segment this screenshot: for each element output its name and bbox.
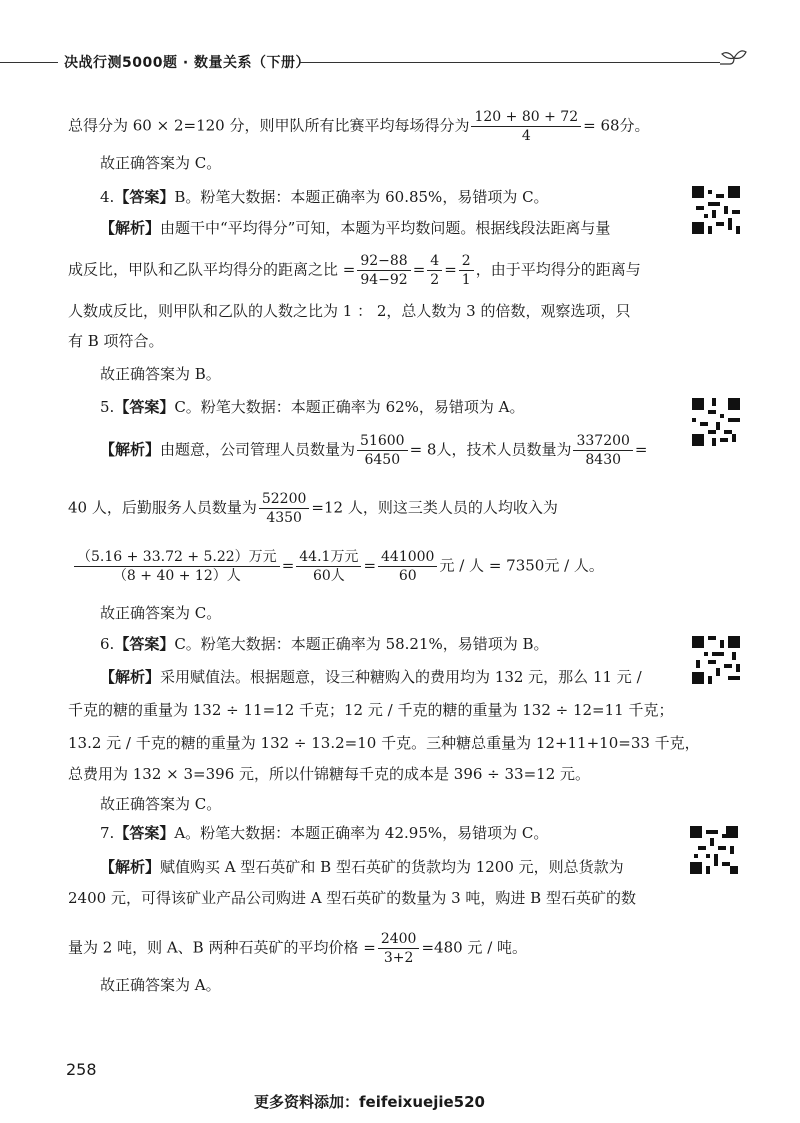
conclusion: 故正确答案为 C。 [100, 795, 222, 813]
answer-text: A。粉笔大数据：本题正确率为 42.95%，易错项为 C。 [174, 824, 549, 842]
text-line [100, 856, 624, 878]
conclusion: 故正确答案为 C。 [100, 604, 222, 622]
text-line [100, 432, 648, 469]
question-number: 7. [100, 824, 115, 842]
numerator: 44.1万元 [296, 548, 361, 567]
analysis-label: 【解析】 [100, 440, 161, 459]
text: = [281, 556, 295, 575]
fraction [427, 252, 442, 289]
text: = [363, 556, 377, 575]
answer-line [100, 396, 525, 418]
answer-label: 【答案】 [114, 398, 175, 416]
numerator: （5.16 + 33.72 + 5.22）万元 [74, 548, 280, 567]
fraction [471, 108, 581, 145]
text-line [72, 548, 604, 585]
fraction [357, 432, 408, 469]
answer-line [100, 186, 549, 208]
conclusion: 故正确答案为 A。 [100, 976, 221, 994]
text-line: 2400 元，可得该矿业产品公司购进 A 型石英矿的数量为 3 吨，购进 B 型石英矿的数 [68, 889, 636, 907]
numerator: 441000 [378, 548, 437, 567]
footer-note: 更多资料添加：feifeixuejie520 [254, 1093, 485, 1111]
text-line: 千克的糖的重量为 132 ÷ 11=12 千克；12 元 / 千克的糖的重量为 132 ÷ 12=11 千克； [68, 701, 674, 719]
text: = 68分。 [583, 116, 650, 135]
answer-text: C。粉笔大数据：本题正确率为 62%，易错项为 A。 [174, 398, 525, 416]
numerator: 337200 [573, 432, 632, 451]
text: ，由于平均得分的距离与 [475, 260, 641, 279]
question-number: 6. [100, 635, 115, 653]
text: 元 / 人 = 7350元 / 人。 [439, 556, 604, 575]
fraction [296, 548, 361, 585]
analysis-label: 【解析】 [100, 858, 161, 876]
fraction [378, 930, 420, 967]
text-line [68, 930, 527, 967]
denominator: 3+2 [383, 950, 414, 966]
numerator: 51600 [357, 432, 408, 451]
qr-code-icon[interactable] [692, 186, 740, 234]
text-line: 人数成反比，则甲队和乙队的人数之比为 1 ： 2，总人数为 3 的倍数，观察选项，只 [68, 302, 631, 320]
denominator: 1 [461, 272, 471, 288]
numerator: 2400 [378, 930, 420, 949]
fraction [378, 548, 437, 585]
denominator: （8 + 40 + 12）人 [112, 568, 241, 584]
numerator: 2 [459, 252, 474, 271]
text-line [100, 217, 610, 239]
qr-code-icon[interactable] [690, 826, 738, 874]
text: 成反比，甲队和乙队平均得分的距离之比 = [68, 260, 356, 279]
answer-line [100, 633, 549, 655]
answer-label: 【答案】 [114, 188, 175, 206]
numerator: 52200 [259, 490, 310, 509]
answer-text: C。粉笔大数据：本题正确率为 58.21%，易错项为 B。 [174, 635, 549, 653]
numerator: 92−88 [357, 252, 410, 271]
analysis-label: 【解析】 [100, 219, 161, 237]
page-number: 258 [66, 1060, 97, 1079]
denominator: 4350 [266, 510, 302, 526]
text: = 8人，技术人员数量为 [409, 440, 572, 459]
qr-code-icon[interactable] [692, 398, 740, 446]
text: 由题干中“平均得分”可知，本题为平均数问题。根据线段法距离与量 [160, 219, 611, 237]
denominator: 6450 [364, 452, 401, 468]
fraction [259, 490, 310, 527]
fraction [573, 432, 632, 469]
numerator: 120 + 80 + 72 [471, 108, 581, 127]
text: =480 元 / 吨。 [421, 938, 528, 957]
text-line: 总费用为 132 × 3=396 元，所以什锦糖每千克的成本是 396 ÷ 33=12 元。 [68, 765, 591, 783]
fraction [357, 252, 410, 289]
text-line: 成反比，甲队和乙队平均得分的距离之比 = $\frac{92-88}{94-92}$ = $\frac{4}{2}$ = $\frac{2}{1}$ ，由于平均得分的距离与 [68, 253, 641, 288]
analysis-label: 【解析】 [100, 668, 161, 686]
denominator: 60 [398, 568, 417, 584]
text-line: 13.2 元 / 千克的糖的重量为 132 ÷ 13.2=10 千克。三种糖总重量为 12+11+10=33 千克， [68, 734, 700, 752]
text: 采用赋值法。根据题意，设三种糖购入的费用均为 132 元，那么 11 元 / [160, 668, 642, 686]
answer-label: 【答案】 [114, 635, 175, 653]
text-line: 有 B 项符合。 [68, 332, 164, 350]
text: 总得分为 60 × 2=120 分，则甲队所有比赛平均每场得分为 [68, 116, 470, 135]
answer-label: 【答案】 [114, 824, 175, 842]
book-title: 决战行测5000题 · 数量关系（下册） [64, 55, 311, 71]
denominator: 2 [430, 272, 440, 288]
text: 赋值购买 A 型石英矿和 B 型石英矿的货款均为 1200 元，则总货款为 [160, 858, 624, 876]
fraction [459, 252, 474, 289]
text-line [68, 490, 558, 527]
text: = [634, 440, 648, 459]
text: 量为 2 吨，则 A、B 两种石英矿的平均价格 = [68, 938, 376, 957]
answer-text: B。粉笔大数据：本题正确率为 60.85%，易错项为 C。 [174, 188, 549, 206]
fraction [74, 548, 280, 585]
text: =12 人，则这三类人员的人均收入为 [311, 498, 558, 517]
conclusion: 故正确答案为 B。 [100, 365, 221, 383]
text: 由题意，公司管理人员数量为 [160, 440, 356, 459]
text-line [68, 108, 650, 145]
qr-code-icon[interactable] [692, 636, 740, 684]
denominator: 8430 [585, 452, 622, 468]
answer-line [100, 822, 548, 844]
conclusion: 故正确答案为 C。 [100, 154, 222, 172]
text: 40 人，后勤服务人员数量为 [68, 498, 257, 517]
question-number: 5. [100, 398, 115, 416]
numerator: 4 [427, 252, 442, 271]
denominator: 60人 [312, 568, 345, 584]
denominator: 4 [521, 128, 531, 144]
question-number: 4. [100, 188, 115, 206]
text-line [100, 666, 642, 688]
denominator: 94−92 [360, 272, 408, 288]
